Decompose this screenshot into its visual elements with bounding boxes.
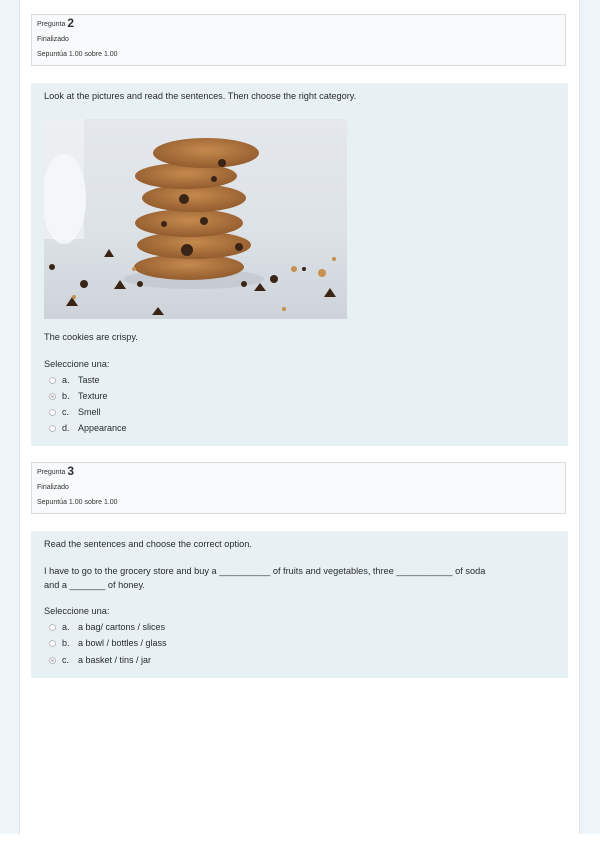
question-grade: Sepuntúa 1.00 sobre 1.00 [37,499,118,506]
question-info-3 [31,462,566,514]
option-text: a bowl / bottles / glass [78,638,167,648]
option-letter: c. [62,655,70,665]
answer-option-d[interactable] [49,422,127,435]
question-sentence-line-1: I have to go to the grocery store and buy a __________ of fruits and vegetables, three ___________ of soda [44,566,486,576]
question-number: 3 [67,464,75,478]
answer-option-b[interactable] [49,390,108,403]
radio-button[interactable] [49,624,56,631]
question-content-2 [31,83,568,446]
cookies-image [44,119,347,319]
answer-option-a[interactable] [49,374,100,387]
right-margin-strip [579,0,600,834]
question-content-3 [31,531,568,678]
answer-option-a[interactable] [49,621,165,634]
radio-button[interactable] [49,640,56,647]
option-letter: a. [62,375,70,385]
option-text: Smell [78,407,101,417]
option-text: Texture [78,391,108,401]
option-letter: a. [62,622,70,632]
question-number-line [37,464,560,478]
select-label: Seleccione una: [44,359,110,369]
answer-option-b[interactable] [49,637,167,650]
radio-button[interactable] [49,377,56,384]
option-letter: c. [62,407,70,417]
question-prompt: Read the sentences and choose the correct option. [44,539,252,549]
option-text: Appearance [78,423,127,433]
question-sentence-line-2: and a _______ of honey. [44,580,145,590]
radio-button[interactable] [49,425,56,432]
option-letter: d. [62,423,70,433]
radio-button[interactable] [49,409,56,416]
question-label: Pregunta [37,469,66,476]
question-number-line [37,16,560,30]
radio-button-selected[interactable] [49,393,56,400]
option-text: a basket / tins / jar [78,655,152,665]
question-prompt: Look at the pictures and read the sentences. Then choose the right category. [44,91,357,101]
question-label: Pregunta [37,21,66,28]
select-label: Seleccione una: [44,606,110,616]
cookies-photo-svg [44,119,347,319]
answer-option-c[interactable] [49,654,151,667]
question-info-2 [31,14,566,66]
option-text: Taste [78,375,100,385]
radio-button-selected[interactable] [49,657,56,664]
left-margin-strip [0,0,20,834]
question-grade: Sepuntúa 1.00 sobre 1.00 [37,51,118,58]
question-state: Finalizado [37,36,69,43]
option-text: a bag/ cartons / slices [78,622,166,632]
question-number: 2 [67,16,75,30]
option-letter: b. [62,391,70,401]
option-letter: b. [62,638,70,648]
question-state: Finalizado [37,484,69,491]
question-sentence: The cookies are crispy. [44,332,138,342]
answer-option-c[interactable] [49,406,101,419]
